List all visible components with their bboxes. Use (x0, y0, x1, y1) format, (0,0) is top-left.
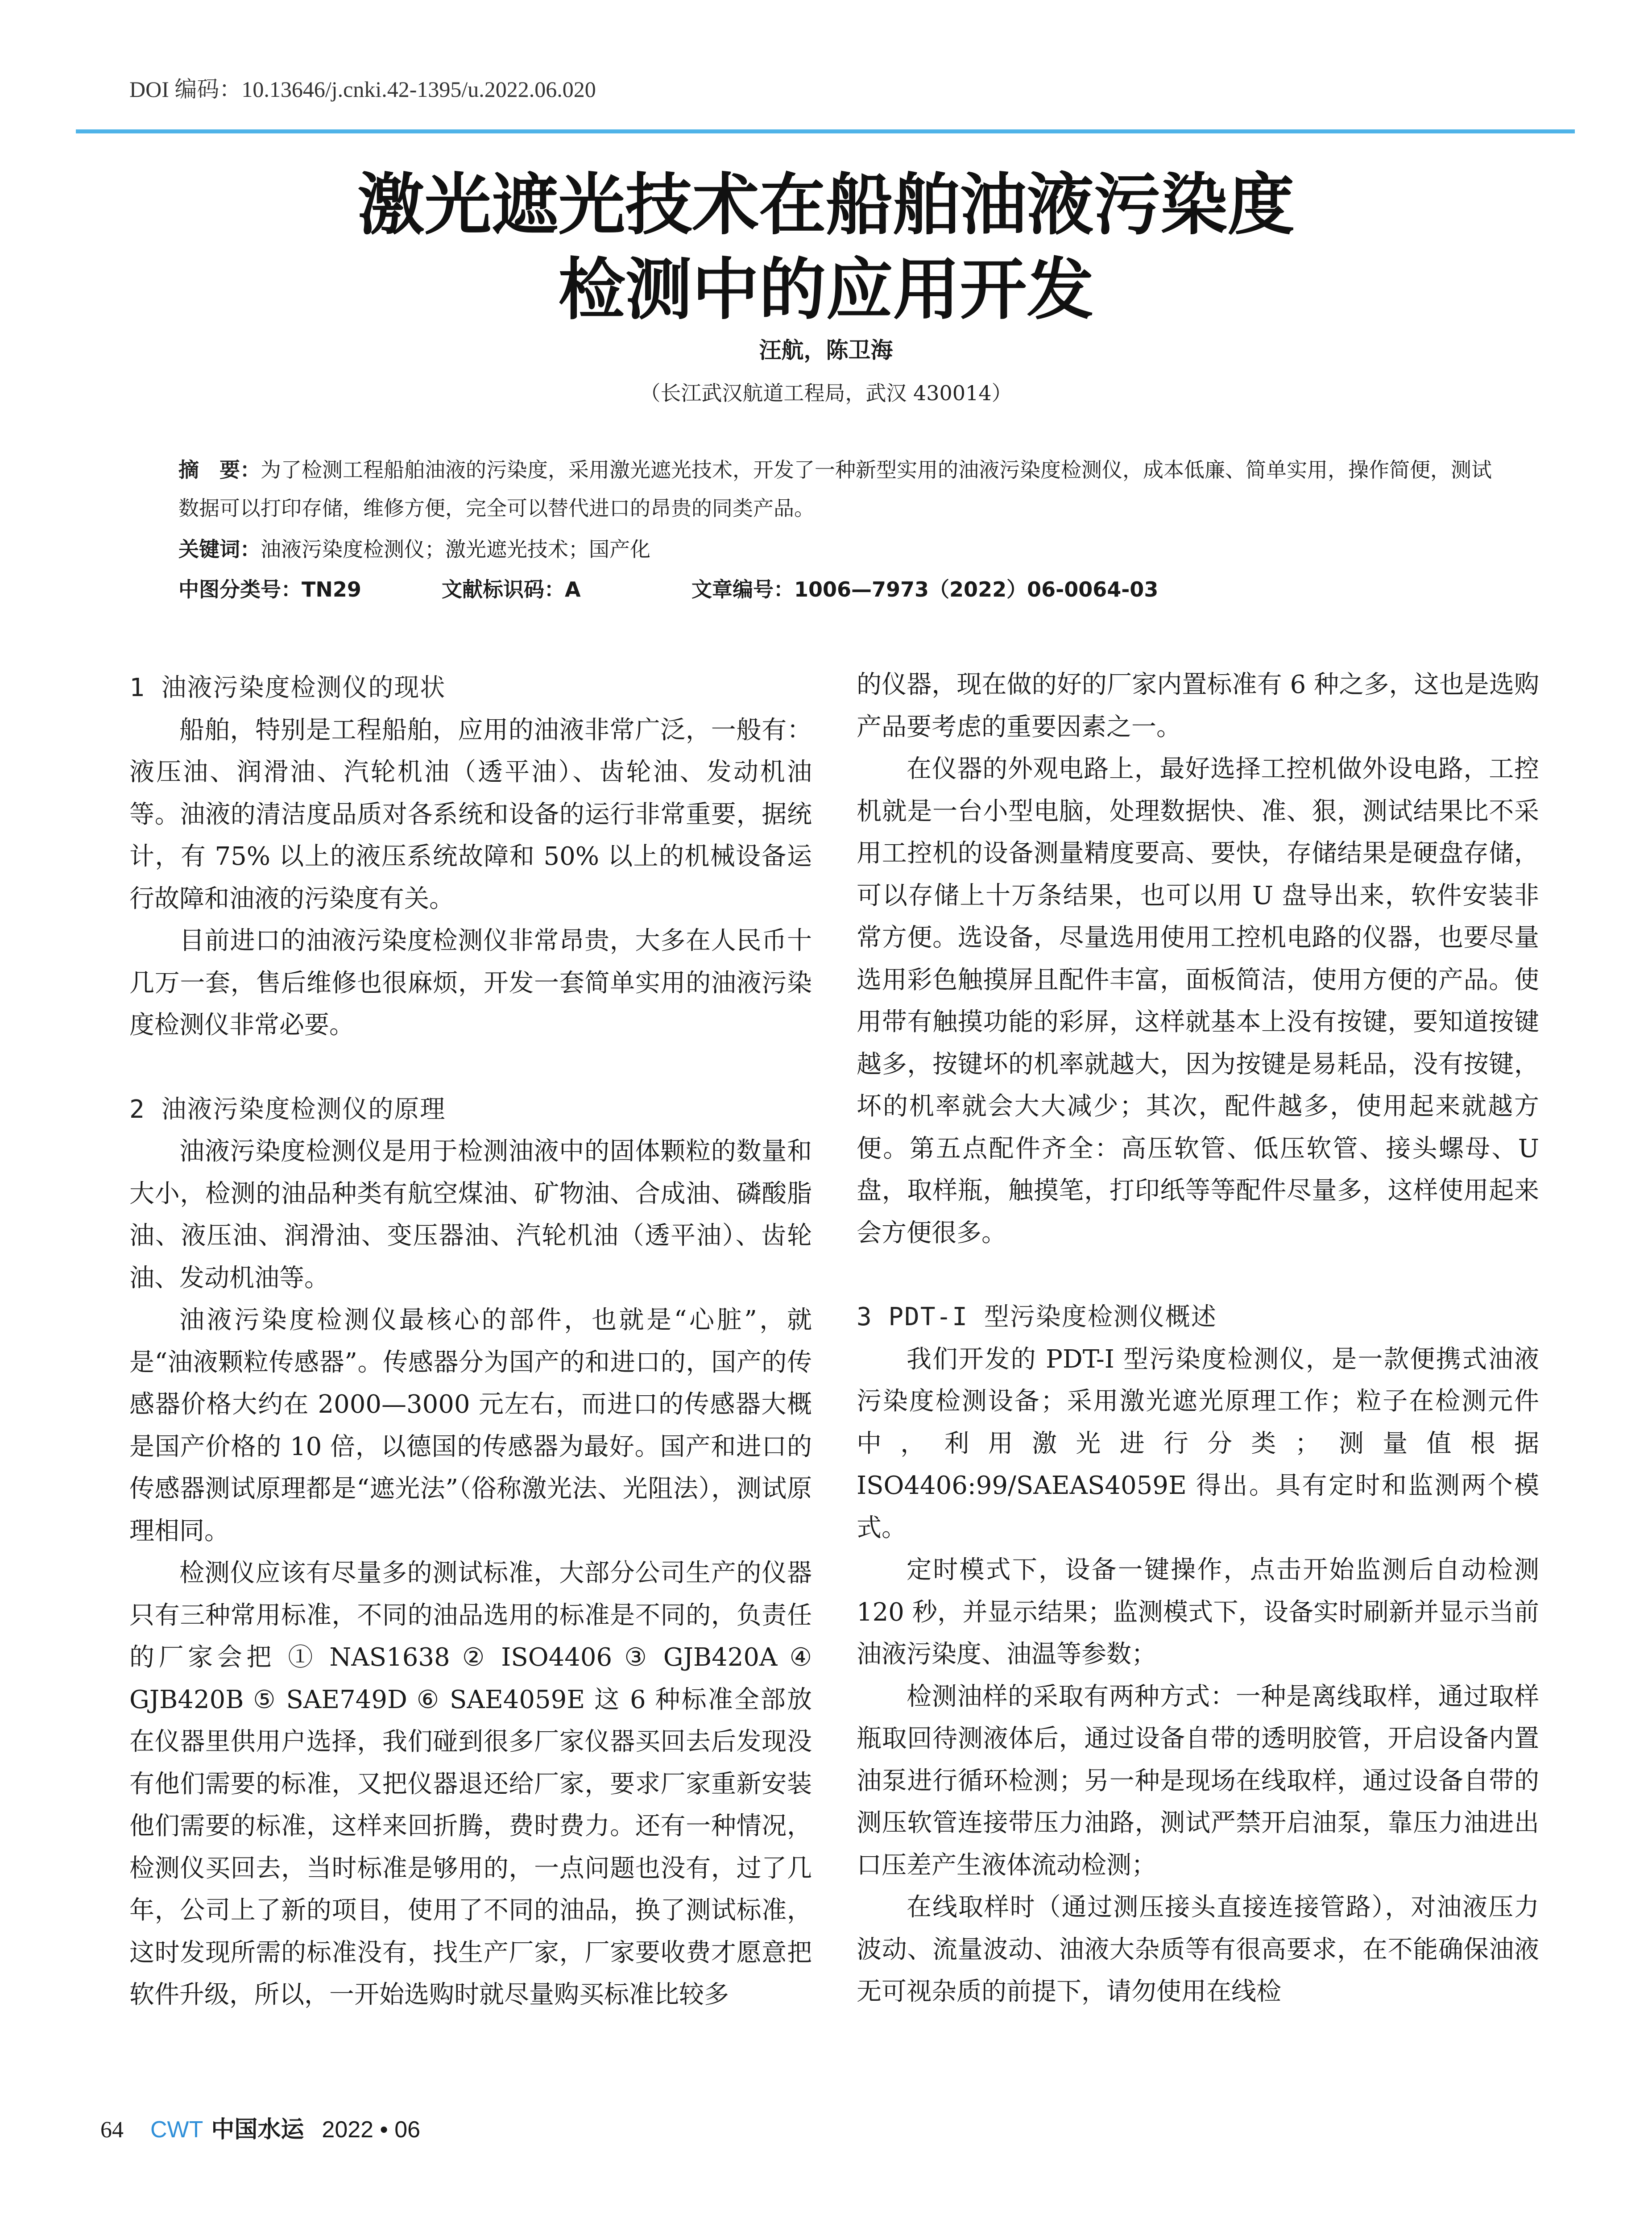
keywords-text: 油液污染度检测仪；激光遮光技术；国产化 (261, 537, 650, 561)
paragraph: 在线取样时（通过测压接头直接连接管路），对油液压力波动、流量波动、油液大杂质等有很高要求，在不能确保油液无可视杂质的前提下，请勿使用在线检 (857, 1893, 1539, 2006)
paragraph: 油液污染度检测仪最核心的部件，也就是“心脏”，就是“油液颗粒传感器”。传感器分为国产的和进口的，国产的传感器价格大约在 2000—3000 元左右，而进口的传感器大概是国产价格的 10 倍，以德国的传感器为最好。国产和进口的传感器测试原理都是“遮光法”（俗称激光法、光阻法），测试原理相同。 (129, 1306, 812, 1546)
paragraph: 检测油样的采取有两种方式：一种是离线取样，通过取样瓶取回待测液体后，通过设备自带的透明胶管，开启设备内置油泵进行循环检测；另一种是现场在线取样，通过设备自带的测压软管连接带压力油路，测试严禁开启油泵，靠压力油进出口压差产生液体流动检测； (857, 1682, 1539, 1880)
clc-number: 中图分类号：TN29 (178, 577, 361, 601)
keywords-label: 关键词： (178, 537, 261, 561)
abstract-label: 摘 要： (178, 458, 261, 482)
section-1-heading: 1 油液污染度检测仪的现状 (129, 673, 446, 702)
section-gap (857, 1254, 1539, 1296)
article-number: 文章编号：1006—7973（2022）06-0064-03 (691, 577, 1159, 601)
title-line-2: 检测中的应用开发 (558, 251, 1094, 329)
section-2-heading: 2 油液污染度检测仪的原理 (129, 1095, 446, 1124)
paragraph: 定时模式下，设备一键操作，点击开始监测后自动检测 120 秒，并显示结果；监测模式下，设备实时刷新并显示当前油液污染度、油温等参数； (857, 1555, 1539, 1669)
page-footer (100, 2111, 420, 2144)
paragraph: 油液污染度检测仪是用于检测油液中的固体颗粒的数量和大小，检测的油品种类有航空煤油、矿物油、合成油、磷酸脂油、液压油、润滑油、变压器油、汽轮机油（透平油）、齿轮油、发动机油等。 (129, 1137, 812, 1293)
paragraph: 船舶，特别是工程船舶，应用的油液非常广泛，一般有：液压油、润滑油、汽轮机油（透平油）、齿轮油、发动机油等。油液的清洁度品质对各系统和设备的运行非常重要，据统计，有 75% 以上的液压系统故障和 50% 以上的机械设备运行故障和油液的污染度有关。 (129, 715, 812, 913)
doi-line: DOI 编码：10.13646/j.cnki.42-1395/u.2022.06.020 (129, 77, 596, 102)
paragraph: 我们开发的 PDT-I 型污染度检测仪，是一款便携式油液污染度检测设备；采用激光遮光原理工作；粒子在检测元件中，利用激光进行分类；测量值根据 ISO4406:99/SAEAS4059E 得出。具有定时和监测两个模式。 (857, 1344, 1539, 1543)
keywords (178, 530, 1495, 568)
title-line-1: 激光遮光技术在船舶油液污染度 (357, 166, 1295, 244)
left-column (129, 667, 812, 2016)
document-code: 文献标识码：A (442, 577, 581, 601)
abstract-text: 为了检测工程船舶油液的污染度，采用激光遮光技术，开发了一种新型实用的油液污染度检测仪，成本低廉、简单实用，操作简便，测试数据可以打印存储，维修方便，完全可以替代进口的昂贵的同类产品。 (178, 458, 1492, 520)
paragraph-continued: 的仪器，现在做的好的厂家内置标准有 6 种之多，这也是选购产品要考虑的重要因素之一。 (857, 670, 1539, 742)
classification-line (178, 573, 1517, 603)
article-title (0, 163, 1652, 332)
paragraph: 目前进口的油液污染度检测仪非常昂贵，大多在人民币十几万一套，售后维修也很麻烦，开发一套简单实用的油液污染度检测仪非常必要。 (129, 926, 812, 1040)
journal-logo: CWT (150, 2117, 203, 2143)
authors: 汪航，陈卫海 (759, 337, 893, 363)
paragraph: 在仪器的外观电路上，最好选择工控机做外设电路，工控机就是一台小型电脑，处理数据快、准、狠，测试结果比不采用工控机的设备测量精度要高、要快，存储结果是硬盘存储，可以存储上十万条结果，也可以用 U 盘导出来，软件安装非常方便。选设备，尽量选用使用工控机电路的仪器，也要尽量选用彩色触摸屏且配件丰富，面板简洁，使用方便的产品。使用带有触摸功能的彩屏，这样就基本上没有按键，要知道按键越多，按键坏的机率就越大，因为按键是易耗品，没有按键，坏的机率就会大大减少；其次，配件越多，使用起来就越方便。第五点配件齐全：高压软管、低压软管、接头螺母、U 盘，取样瓶，触摸笔，打印纸等等配件尽量多，这样使用起来会方便很多。 (857, 755, 1539, 1248)
section-3-heading: 3 PDT-I 型污染度检测仪概述 (857, 1302, 1217, 1331)
affiliation: （长江武汉航道工程局，武汉 430014） (640, 381, 1012, 405)
issue-number: 2022 • 06 (322, 2117, 421, 2143)
page-number: 64 (100, 2117, 124, 2143)
section-gap (129, 1047, 812, 1089)
journal-name: 中国水运 (211, 2116, 304, 2143)
right-column (857, 664, 1539, 2013)
paragraph: 检测仪应该有尽量多的测试标准，大部分公司生产的仪器只有三种常用标准，不同的油品选用的标准是不同的，负责任的厂家会把 ① NAS1638 ② ISO4406 ③ GJB420A ④ GJB420B ⑤ SAE749D ⑥ SAE4059E 这 6 种标准全部放在仪器里供用户选择，我们碰到很多厂家仪器买回去后发现没有他们需要的标准，又把仪器退还给厂家，要求厂家重新安装他们需要的标准，这样来回折腾，费时费力。还有一种情况，检测仪买回去，当时标准是够用的，一点问题也没有，过了几年，公司上了新的项目，使用了不同的油品，换了测试标准，这时发现所需的标准没有，找生产厂家，厂家要收费才愿意把软件升级，所以，一开始选购时就尽量购买标准比较多 (129, 1559, 812, 2009)
header-rule (76, 129, 1575, 133)
abstract (178, 451, 1495, 527)
